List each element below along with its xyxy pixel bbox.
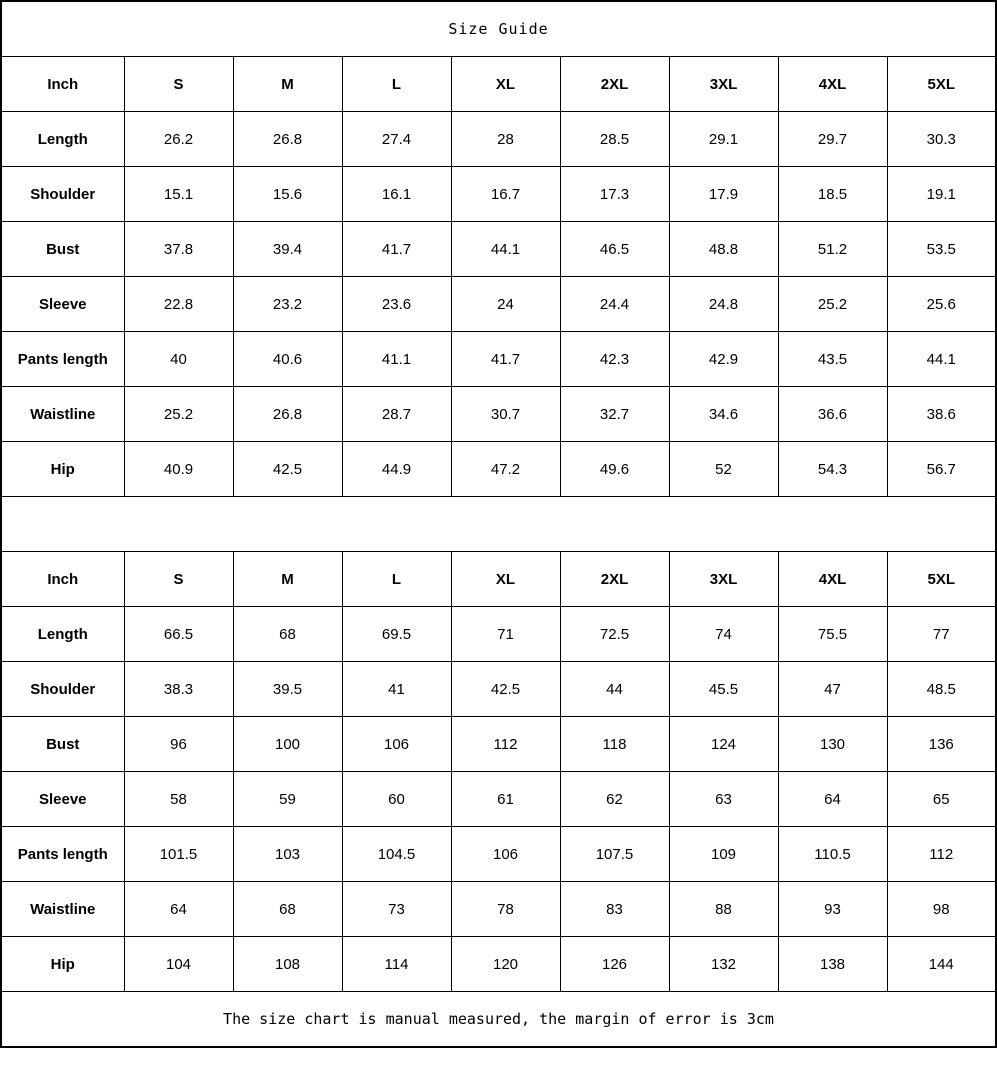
- measurement-value: 32.7: [560, 387, 669, 442]
- measurement-label: Length: [1, 607, 124, 662]
- measurement-value: 46.5: [560, 222, 669, 277]
- size-column-header: 2XL: [560, 57, 669, 112]
- measurement-value: 106: [342, 717, 451, 772]
- measurement-value: 100: [233, 717, 342, 772]
- measurement-label: Pants length: [1, 332, 124, 387]
- measurement-value: 25.2: [124, 387, 233, 442]
- measurement-label: Hip: [1, 937, 124, 992]
- measurement-value: 28.5: [560, 112, 669, 167]
- measurement-value: 24.4: [560, 277, 669, 332]
- measurement-note: The size chart is manual measured, the margin of error is 3cm: [1, 992, 996, 1048]
- measurement-value: 58: [124, 772, 233, 827]
- measurement-value: 66.5: [124, 607, 233, 662]
- measurement-value: 52: [669, 442, 778, 497]
- measurement-value: 64: [124, 882, 233, 937]
- measurement-value: 26.8: [233, 112, 342, 167]
- measurement-value: 69.5: [342, 607, 451, 662]
- measurement-value: 15.1: [124, 167, 233, 222]
- measurement-value: 104.5: [342, 827, 451, 882]
- measurement-value: 45.5: [669, 662, 778, 717]
- measurement-row: [1, 717, 996, 772]
- size-column-header: XL: [451, 57, 560, 112]
- measurement-value: 40.9: [124, 442, 233, 497]
- measurement-row: [1, 937, 996, 992]
- measurement-row: [1, 607, 996, 662]
- measurement-value: 24: [451, 277, 560, 332]
- measurement-label: Hip: [1, 442, 124, 497]
- measurement-row: [1, 387, 996, 442]
- measurement-value: 53.5: [887, 222, 996, 277]
- measurement-value: 40.6: [233, 332, 342, 387]
- size-column-header: L: [342, 552, 451, 607]
- measurement-value: 24.8: [669, 277, 778, 332]
- measurement-value: 107.5: [560, 827, 669, 882]
- measurement-value: 18.5: [778, 167, 887, 222]
- footer-section: [1, 992, 996, 1048]
- size-column-header: 3XL: [669, 57, 778, 112]
- measurement-value: 27.4: [342, 112, 451, 167]
- measurement-value: 71: [451, 607, 560, 662]
- measurement-value: 65: [887, 772, 996, 827]
- measurement-value: 47: [778, 662, 887, 717]
- measurement-label: Pants length: [1, 827, 124, 882]
- measurement-value: 62: [560, 772, 669, 827]
- measurement-value: 41.1: [342, 332, 451, 387]
- inch-size-table-body: [1, 57, 996, 497]
- measurement-value: 17.9: [669, 167, 778, 222]
- measurement-value: 40: [124, 332, 233, 387]
- measurement-value: 42.3: [560, 332, 669, 387]
- measurement-value: 17.3: [560, 167, 669, 222]
- measurement-value: 112: [887, 827, 996, 882]
- size-column-header: 5XL: [887, 552, 996, 607]
- measurement-value: 64: [778, 772, 887, 827]
- spacer-section: [1, 497, 996, 552]
- measurement-label: Shoulder: [1, 662, 124, 717]
- measurement-label: Waistline: [1, 882, 124, 937]
- measurement-value: 26.8: [233, 387, 342, 442]
- measurement-value: 44.1: [887, 332, 996, 387]
- measurement-value: 138: [778, 937, 887, 992]
- measurement-value: 23.2: [233, 277, 342, 332]
- measurement-value: 39.4: [233, 222, 342, 277]
- measurement-row: [1, 827, 996, 882]
- measurement-value: 16.1: [342, 167, 451, 222]
- measurement-value: 26.2: [124, 112, 233, 167]
- size-header-row: [1, 552, 996, 607]
- measurement-value: 83: [560, 882, 669, 937]
- measurement-value: 104: [124, 937, 233, 992]
- measurement-value: 41: [342, 662, 451, 717]
- measurement-value: 51.2: [778, 222, 887, 277]
- measurement-label: Length: [1, 112, 124, 167]
- measurement-value: 42.5: [233, 442, 342, 497]
- measurement-label: Waistline: [1, 387, 124, 442]
- measurement-value: 15.6: [233, 167, 342, 222]
- title-row: [1, 1, 996, 57]
- measurement-value: 44.9: [342, 442, 451, 497]
- measurement-value: 124: [669, 717, 778, 772]
- measurement-value: 75.5: [778, 607, 887, 662]
- measurement-value: 77: [887, 607, 996, 662]
- measurement-value: 114: [342, 937, 451, 992]
- measurement-value: 61: [451, 772, 560, 827]
- measurement-value: 34.6: [669, 387, 778, 442]
- size-column-header: 4XL: [778, 57, 887, 112]
- measurement-value: 23.6: [342, 277, 451, 332]
- measurement-value: 28: [451, 112, 560, 167]
- cm-size-table-body: [1, 552, 996, 992]
- measurement-label: Sleeve: [1, 772, 124, 827]
- measurement-value: 68: [233, 607, 342, 662]
- measurement-value: 112: [451, 717, 560, 772]
- size-column-header: S: [124, 552, 233, 607]
- measurement-value: 74: [669, 607, 778, 662]
- size-column-header: XL: [451, 552, 560, 607]
- size-column-header: S: [124, 57, 233, 112]
- measurement-value: 29.7: [778, 112, 887, 167]
- footer-row: [1, 992, 996, 1048]
- measurement-value: 108: [233, 937, 342, 992]
- measurement-value: 38.6: [887, 387, 996, 442]
- measurement-row: [1, 332, 996, 387]
- measurement-value: 101.5: [124, 827, 233, 882]
- measurement-label: Shoulder: [1, 167, 124, 222]
- measurement-value: 47.2: [451, 442, 560, 497]
- measurement-value: 16.7: [451, 167, 560, 222]
- measurement-value: 132: [669, 937, 778, 992]
- measurement-value: 30.3: [887, 112, 996, 167]
- measurement-value: 19.1: [887, 167, 996, 222]
- measurement-value: 109: [669, 827, 778, 882]
- measurement-value: 38.3: [124, 662, 233, 717]
- measurement-value: 30.7: [451, 387, 560, 442]
- measurement-value: 49.6: [560, 442, 669, 497]
- measurement-value: 96: [124, 717, 233, 772]
- measurement-value: 126: [560, 937, 669, 992]
- measurement-value: 41.7: [451, 332, 560, 387]
- measurement-label: Sleeve: [1, 277, 124, 332]
- measurement-value: 56.7: [887, 442, 996, 497]
- measurement-value: 25.6: [887, 277, 996, 332]
- size-header-row: [1, 57, 996, 112]
- measurement-label: Bust: [1, 717, 124, 772]
- measurement-value: 39.5: [233, 662, 342, 717]
- size-column-header: L: [342, 57, 451, 112]
- measurement-value: 44.1: [451, 222, 560, 277]
- measurement-row: [1, 112, 996, 167]
- table-spacer: [1, 497, 996, 552]
- measurement-value: 42.9: [669, 332, 778, 387]
- measurement-value: 78: [451, 882, 560, 937]
- measurement-value: 68: [233, 882, 342, 937]
- size-column-header: 3XL: [669, 552, 778, 607]
- measurement-value: 120: [451, 937, 560, 992]
- measurement-value: 41.7: [342, 222, 451, 277]
- size-column-header: 2XL: [560, 552, 669, 607]
- measurement-label: Bust: [1, 222, 124, 277]
- measurement-value: 73: [342, 882, 451, 937]
- measurement-value: 72.5: [560, 607, 669, 662]
- measurement-row: [1, 277, 996, 332]
- measurement-value: 110.5: [778, 827, 887, 882]
- measurement-row: [1, 882, 996, 937]
- measurement-value: 37.8: [124, 222, 233, 277]
- measurement-value: 118: [560, 717, 669, 772]
- size-column-header: M: [233, 552, 342, 607]
- size-column-header: 4XL: [778, 552, 887, 607]
- measurement-value: 22.8: [124, 277, 233, 332]
- unit-header-cell: Inch: [1, 552, 124, 607]
- measurement-value: 98: [887, 882, 996, 937]
- measurement-value: 59: [233, 772, 342, 827]
- spacer-row: [1, 497, 996, 552]
- measurement-row: [1, 772, 996, 827]
- measurement-value: 130: [778, 717, 887, 772]
- measurement-value: 136: [887, 717, 996, 772]
- measurement-row: [1, 662, 996, 717]
- measurement-value: 29.1: [669, 112, 778, 167]
- measurement-value: 42.5: [451, 662, 560, 717]
- measurement-value: 48.8: [669, 222, 778, 277]
- measurement-value: 36.6: [778, 387, 887, 442]
- measurement-value: 60: [342, 772, 451, 827]
- measurement-row: [1, 222, 996, 277]
- measurement-value: 106: [451, 827, 560, 882]
- measurement-row: [1, 442, 996, 497]
- measurement-value: 103: [233, 827, 342, 882]
- measurement-value: 44: [560, 662, 669, 717]
- measurement-value: 93: [778, 882, 887, 937]
- measurement-value: 48.5: [887, 662, 996, 717]
- size-column-header: 5XL: [887, 57, 996, 112]
- measurement-value: 144: [887, 937, 996, 992]
- page-title: Size Guide: [1, 1, 996, 57]
- measurement-value: 25.2: [778, 277, 887, 332]
- title-section: [1, 1, 996, 57]
- unit-header-cell: Inch: [1, 57, 124, 112]
- measurement-value: 43.5: [778, 332, 887, 387]
- measurement-value: 54.3: [778, 442, 887, 497]
- measurement-row: [1, 167, 996, 222]
- size-column-header: M: [233, 57, 342, 112]
- measurement-value: 28.7: [342, 387, 451, 442]
- measurement-value: 63: [669, 772, 778, 827]
- measurement-value: 88: [669, 882, 778, 937]
